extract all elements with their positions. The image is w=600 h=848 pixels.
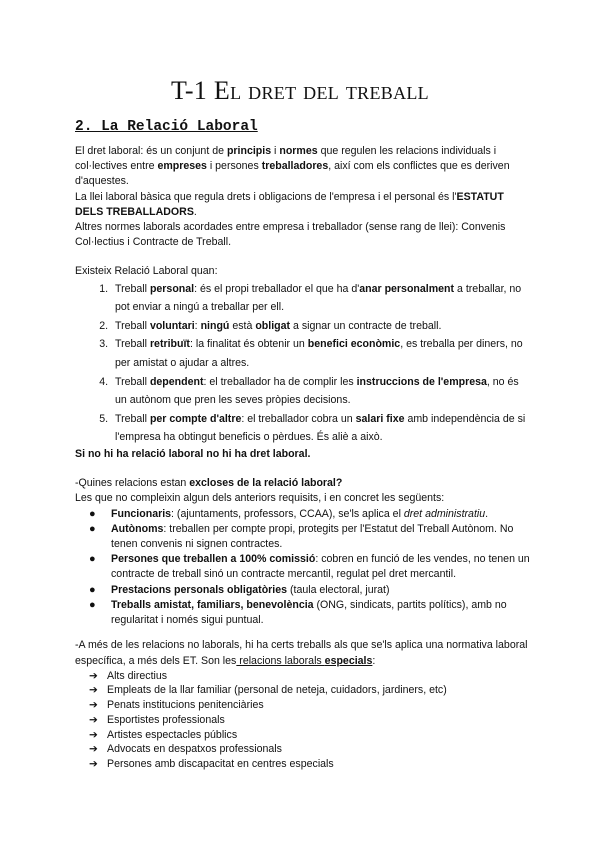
arrow-icon: ➔ (89, 713, 98, 726)
arrow-icon: ➔ (89, 699, 98, 712)
existence-list (75, 280, 533, 447)
special-item: ➔ Penats institucions penitenciàries (89, 699, 264, 712)
existence-item: 2. Treball voluntari: ningú està obligat a signar un contracte de treball. (111, 317, 533, 336)
special-item: ➔ Esportistes professionals (89, 713, 225, 726)
existence-item: 4. Treball dependent: el treballador ha de complir les instruccions de l'empresa, no és un autònom que pren les seves pròpies decisions. (111, 373, 533, 410)
existence-lead: Existeix Relació Laboral quan: (75, 265, 218, 278)
excluded-item: ● Autònoms: treballen per compte propi, protegits per l'Estatut del Treball Autònom. No tenen convenis ni signen contractes. (89, 523, 514, 550)
excluded-item: ● Treballs amistat, familiars, benevolència (ONG, sindicats, partits polítics), amb no regularitat i només sigui puntual. (89, 599, 507, 626)
existence-item: 5. Treball per compte d'altre: el treballador cobra un salari fixe amb independència de si l'empresa ha obtingut beneficis o pèrdues. És aliè a això. (111, 410, 533, 447)
existence-item: 1. Treball personal: és el propi treballador el que ha d'anar personalment a treballar, no pot enviar a ningú a treballar per ell. (111, 280, 533, 317)
bullet-icon: ● (89, 523, 96, 536)
page-title: T-1 El dret del treball (171, 76, 429, 105)
arrow-icon: ➔ (89, 728, 98, 741)
existence-item: 3. Treball retribuït: la finalitat és obtenir un benefici econòmic, es treballa per diners, no per amistat o ajudar a altres. (111, 335, 533, 372)
special-item: ➔ Empleats de la llar familiar (personal de neteja, cuidadors, jardiners, etc) (89, 684, 447, 697)
excluded-item: ● Prestacions personals obligatòries (taula electoral, jurat) (89, 583, 390, 596)
intro-paragraph-2: La llei laboral bàsica que regula drets i obligacions de l'empresa i el personal és l'ESTATUT DELS TREBALLADORS. (75, 190, 504, 218)
special-item: ➔ Advocats en despatxos professionals (89, 743, 282, 756)
excluded-question: -Quines relacions estan excloses de la relació laboral? (75, 477, 343, 490)
bullet-icon: ● (89, 583, 96, 596)
arrow-icon: ➔ (89, 684, 98, 697)
document-body (75, 144, 533, 772)
special-item: ➔ Artistes espectacles públics (89, 728, 238, 741)
excluded-item: ● Persones que treballen a 100% comissió: cobren en funció de les vendes, no tenen un contracte de treball sinó un contracte mercantil, regulat pel dret mercantil. (89, 553, 530, 580)
arrow-icon: ➔ (89, 743, 98, 756)
section-heading: 2. La Relació Laboral (75, 119, 258, 135)
excluded-list (75, 507, 533, 628)
intro-paragraph-1: El dret laboral: és un conjunt de principis i normes que regulen les relacions individuals i col·lectives entre empreses i persones treballadores, així com els conflictes que es deriven d'aquestes. (75, 145, 510, 188)
special-item: ➔ Alts directius (89, 669, 168, 682)
bullet-icon: ● (89, 599, 96, 612)
arrow-icon: ➔ (89, 757, 98, 770)
special-item: ➔ Persones amb discapacitat en centres especials (89, 757, 334, 770)
intro-paragraph-3: Altres normes laborals acordades entre empresa i treballador (sense rang de llei): Convenis Col·lectius i Contracte de Treball. (75, 221, 506, 249)
bullet-icon: ● (89, 553, 96, 566)
special-list (75, 669, 533, 772)
excluded-item: ● Funcionaris: (ajuntaments, professors, CCAA), se'ls aplica el dret administratiu. (89, 507, 489, 520)
existence-conclusion: Si no hi ha relació laboral no hi ha dret laboral. (75, 447, 311, 460)
arrow-icon: ➔ (89, 669, 98, 682)
excluded-lead: Les que no compleixin algun dels anteriors requisits, i en concret les següents: (75, 492, 445, 505)
special-intro: -A més de les relacions no laborals, hi ha certs treballs als que se'ls aplica una normativa laboral específica, a més dels ET. Son les relacions laborals especials: (75, 639, 528, 667)
bullet-icon: ● (89, 507, 96, 520)
